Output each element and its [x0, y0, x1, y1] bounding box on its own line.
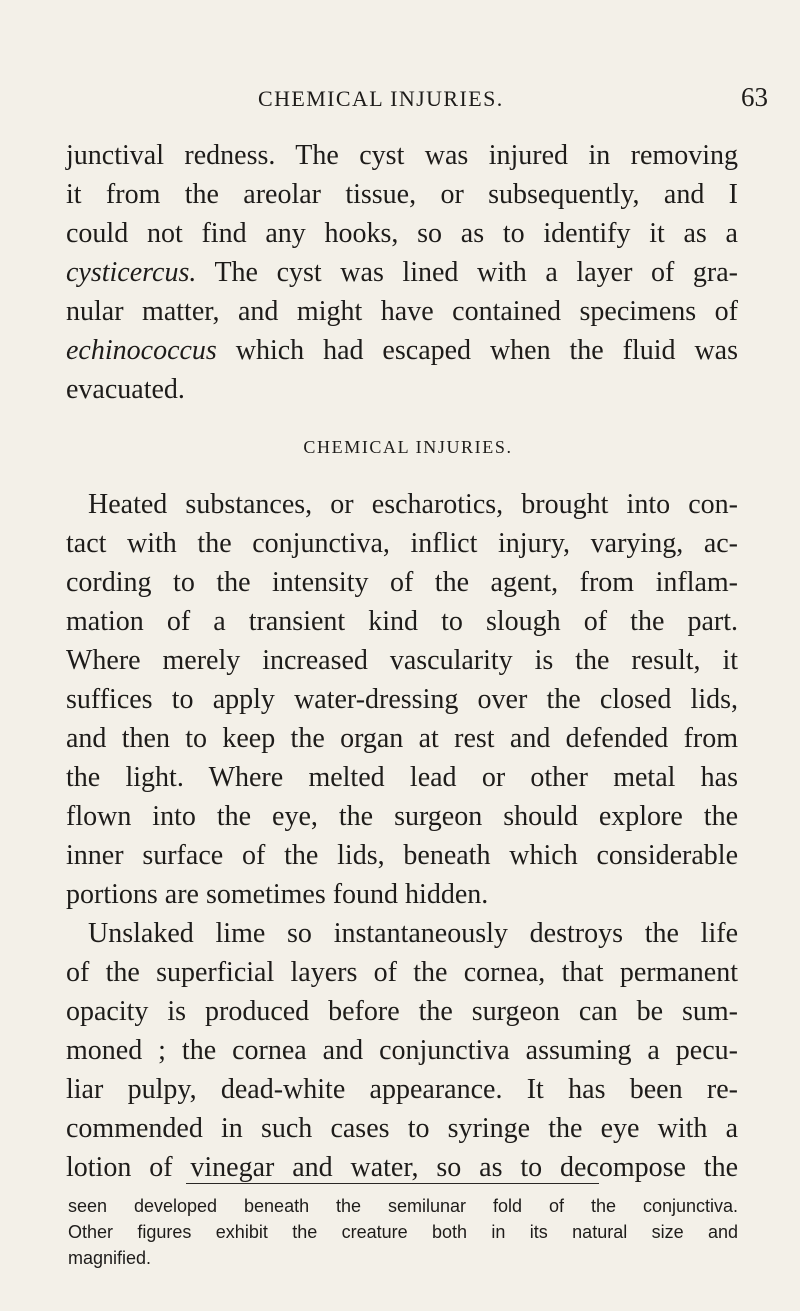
- text-line: could not find any hooks, so as to identify it as a: [66, 218, 738, 249]
- text-line: liar pulpy, dead-white appearance. It has been re-: [66, 1074, 738, 1105]
- text-line: nular matter, and might have contained specimens of: [66, 296, 738, 327]
- paragraph-cyst-continuation: [66, 136, 738, 409]
- text-line: junctival redness. The cyst was injured in removing: [66, 140, 738, 171]
- footnote-divider: [186, 1183, 599, 1184]
- text-line: [66, 331, 738, 370]
- running-head: [0, 82, 800, 116]
- paragraph-heated-substances: [66, 485, 738, 914]
- text-span: which had escaped when the fluid was: [216, 335, 738, 366]
- text-line: cording to the intensity of the agent, from inflam-: [66, 567, 738, 598]
- text-line: evacuated.: [66, 374, 185, 405]
- paragraph-unslaked-lime: [66, 914, 738, 1187]
- section-heading: CHEMICAL INJURIES.: [303, 437, 513, 457]
- text-span: The cyst was lined with a layer of gra-: [196, 257, 738, 288]
- text-line: [66, 253, 738, 292]
- text-line: the light. Where melted lead or other metal has: [66, 762, 738, 793]
- text-line: Heated substances, or escharotics, brought into con-: [88, 489, 738, 520]
- text-line: Unslaked lime so instantaneously destroys the life: [88, 918, 738, 949]
- text-line: Where merely increased vascularity is the result, it: [66, 645, 738, 676]
- footnote: [68, 1193, 738, 1271]
- italic-term: cysticercus.: [66, 257, 197, 288]
- text-line: opacity is produced before the surgeon can be sum-: [66, 996, 738, 1027]
- text-line: mation of a transient kind to slough of the part.: [66, 606, 738, 637]
- text-line: tact with the conjunctiva, inflict injury, varying, ac-: [66, 528, 738, 559]
- running-title: CHEMICAL INJURIES.: [258, 86, 504, 111]
- text-line: commended in such cases to syringe the eye with a: [66, 1113, 738, 1144]
- italic-term: echinococcus: [66, 335, 217, 366]
- text-line: suffices to apply water-dressing over the closed lids,: [66, 684, 738, 715]
- text-line: flown into the eye, the surgeon should explore the: [66, 801, 738, 832]
- text-line: lotion of vinegar and water, so as to decompose the: [66, 1152, 738, 1183]
- text-line: inner surface of the lids, beneath which considerable: [66, 840, 738, 871]
- text-line: and then to keep the organ at rest and defended from: [66, 723, 738, 754]
- text-line: portions are sometimes found hidden.: [66, 879, 489, 910]
- page-number: 63: [741, 82, 768, 112]
- body-text: [66, 136, 738, 1187]
- text-line: it from the areolar tissue, or subsequently, and I: [66, 179, 738, 210]
- text-line: moned ; the cornea and conjunctiva assuming a pecu-: [66, 1035, 738, 1066]
- footnote-line: Other figures exhibit the creature both in its natural size and: [68, 1222, 738, 1242]
- footnote-line: seen developed beneath the semilunar fold of the conjunctiva.: [68, 1196, 738, 1216]
- footnote-line: magnified.: [68, 1248, 152, 1268]
- text-line: of the superficial layers of the cornea, that permanent: [66, 957, 738, 988]
